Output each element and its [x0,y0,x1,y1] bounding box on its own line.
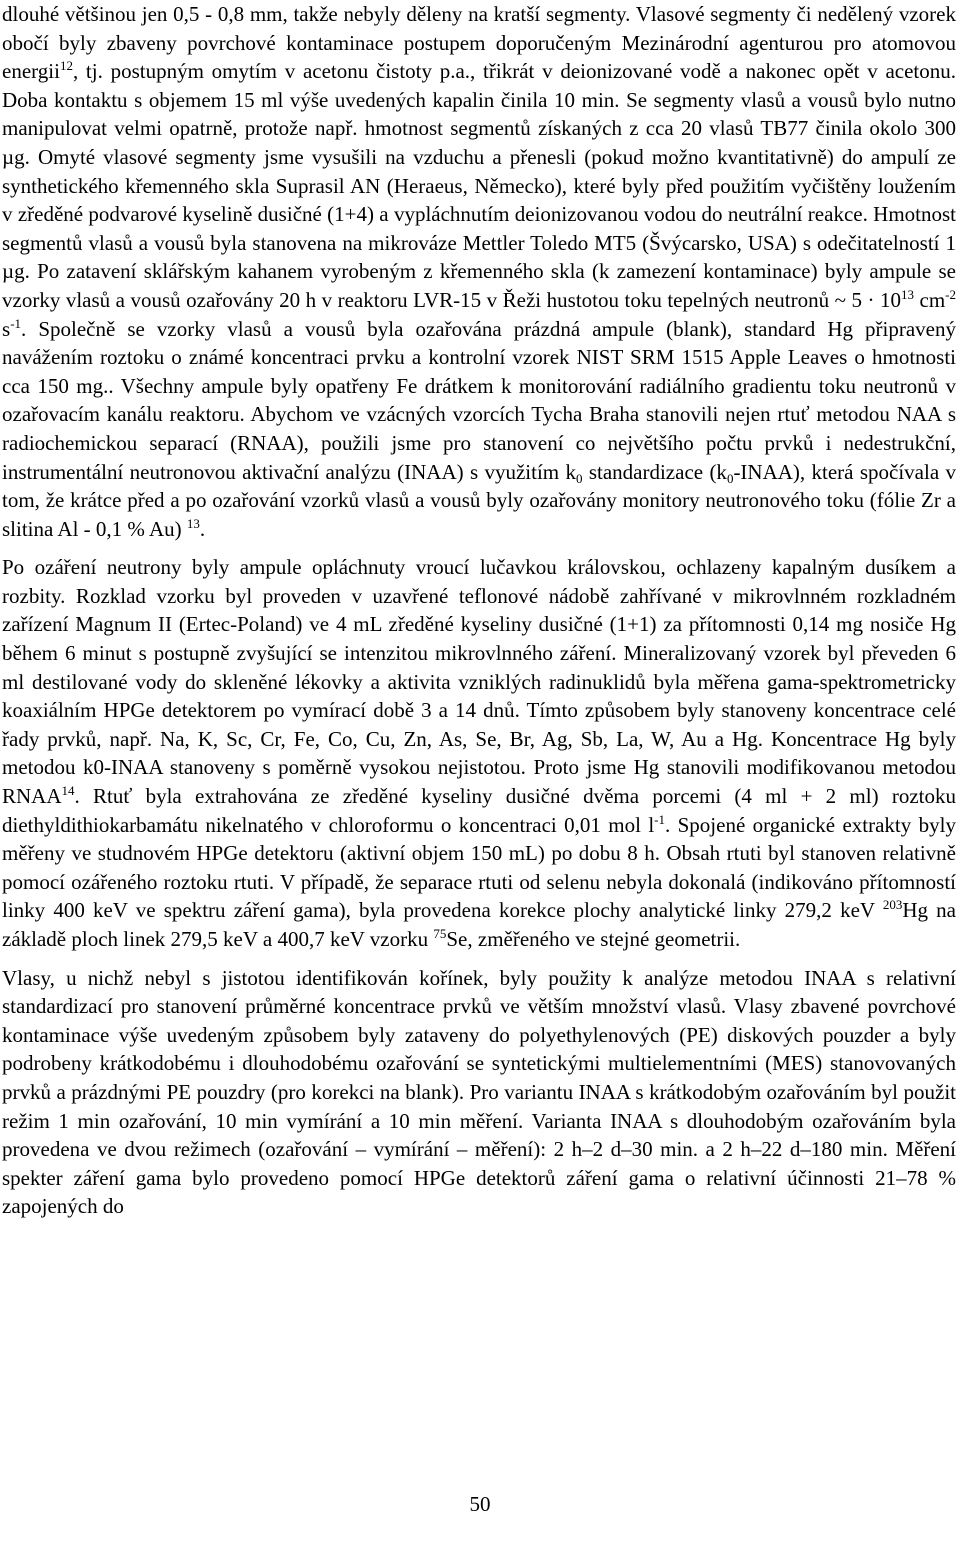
superscript: 203 [882,897,903,913]
superscript: 75 [433,926,447,941]
superscript: -2 [945,286,957,302]
superscript: 14 [61,783,75,799]
superscript: -1 [10,315,22,331]
subscript: 0 [726,470,734,486]
superscript: 13 [901,286,914,302]
superscript: 13 [186,515,200,531]
superscript: -1 [654,811,665,827]
page-number: 50 [469,1492,491,1516]
superscript: 12 [59,58,73,74]
paragraph: Po ozáření neutrony byly ampule opláchnuty vroucí lučavkou královskou, ochlazeny kapalným dusíkem a rozbity. Rozklad vzorku byl proveden v uzavřené teflonové nádobě zahřívané v mikrovlnném rozkladném zařízení Magnum II (Ertec-Poland) ve 4 mL zředěné kyseliny dusičné (1+1) za přítomnosti 0,14 mg nosiče Hg během 6 minut s postupně zvyšující se intenzitou mikrovlnného záření. Mineralizovaný vzorek byl převeden 6 ml destilované vody do skleněné lékovky a aktivita vzniklých radinuklidů byla měřena gama-spektrometricky koaxiálním HPGe detektorem po vymírací době 3 a 14 dnů. Tímto způsobem byly stanoveny koncentrace celé řady prvků, např. Na, K, Sc, Cr, Fe, Co, Cu, Zn, As, Se, Br, Ag, Sb, La, W, Au a Hg. Koncentrace Hg byly metodou k0-INAA stanoveny s poměrně vysokou nejistotou. Proto jsme Hg stanovili modifikovanou metodou RNAA$^{14}$. Rtuť byla extrahována ze zředěné kyseliny dusičné dvěma porcemi (4 ml + 2 ml) roztoku diethyldithiokarbamátu nikelnatého v chloroformu o koncentraci 0,01 mol $l^{-1}$. Spojené organické extrakty byly měřeny ve studnovém HPGe detektoru (aktivní objem 150 mL) po dobu 8 h. Obsah rtuti byl stanoven relativně pomocí ozářeného roztoku rtuti. V případě, že separace rtuti od selenu nebyla dokonalá (indikováno přítomností linky 400 keV ve spektru záření gama), byla provedena korekce plochy analytické linky 279,2 keV $^{203}$Hg na základě ploch linek 279,5 keV a 400,7 keV vzorku $^{75}$Se, změřeného ve stejné geometrii. [2,555,956,951]
subscript: 0 [575,470,583,486]
paragraph: dlouhé většinou jen 0,5 - 0,8 mm, takže nebyly děleny na kratší segmenty. Vlasové segmenty či nedělený vzorek obočí byly zbaveny povrchové kontaminace postupem doporučeným Mezinárodní agenturou pro atomovou energii$^{12}$, tj. postupným omytím v acetonu čistoty p.a., třikrát v deionizované vodě a nakonec opět v acetonu. Doba kontaktu s objemem 15 ml výše uvedených kapalin činila 10 min. Se segmenty vlasů a vousů bylo nutno manipulovat velmi opatrně, protože např. hmotnost segmentů získaných z cca 20 vlasů TB77 činila okolo 300 µg. Omyté vlasové segmenty jsme vysušili na vzduchu a přenesli (pokud možno kvantitativně) do ampulí ze synthetického křemenného skla Suprasil AN (Heraeus, Německo), které byly před použitím vyčištěny loužením v zředěné podvarové kyselině dusičné (1+4) a vypláchnutím deionizovanou vodou do neutrální reakce. Hmotnost segmentů vlasů a vousů byla stanovena na mikrováze Mettler Toledo MT5 (Švýcarsko, USA) s odečitatelností 1 µg. Po zatavení sklářským kahanem vyrobeným z křemenného skla (k zamezení kontaminace) byly ampule se vzorky vlasů a vousů ozařovány 20 h v reaktoru LVR-15 v Řeži hustotou toku tepelných neutronů ~ $5 \cdot 10^{13}$ $cm^{-2}$ $s^{-1}$. Společně se vzorky vlasů a vousů byla ozařována prázdná ampule (blank), standard Hg připravený navážením roztoku o známé koncentraci prvku a kontrolní vzorek NIST SRM 1515 Apple Leaves o hmotnosti cca 150 mg.. Všechny ampule byly opatřeny Fe drátkem k monitorování radiálního gradientu toku neutronů v ozařovacím kanálu reaktoru. Abychom ve vzácných vzorcích Tycha Braha stanovili nejen rtuť metodou NAA s radiochemickou separací (RNAA), použili jsme pro stanovení co největšího počtu prvků i nedestrukční, instrumentální neutronovou aktivační analýzu (INAA) s využitím $k_0$ standardizace $(k_0-INAA)$, která spočívala v tom, že krátce před a po ozařování vzorků vlasů a vousů byly ozařovány monitory neutronového toku (fólie Zr a slitina Al - 0,1 % Au) $^{13}$. [2,2,957,541]
paragraph: Vlasy, u nichž nebyl s jistotou identifikován kořínek, byly použity k analýze metodou INAA s relativní standardizací pro stanovení průměrné koncentrace prvků ve větším množství vlasů. Vlasy zbavené povrchové kontaminace výše uvedeným způsobem byly zataveny do polyethylenových (PE) diskových pouzder a byly podrobeny krátkodobému i dlouhodobému ozařování se syntetickými multielementními (MES) stanovovaných prvků a prázdnými PE pouzdry (pro korekci na blank). Pro variantu INAA s krátkodobým ozařováním byl použit režim 1 min ozařování, 10 min vymírání a 10 min měření. Varianta INAA s dlouhodobým ozařováním byla provedena ve dvou režimech (ozařování – vymírání – měření): 2 h–2 d–30 min. a 2 h–22 d–180 min. Měření spekter záření gama bylo provedeno pomocí HPGe detektorů záření gama o relativní účinnosti 21–78 % zapojených do [2,965,956,1219]
